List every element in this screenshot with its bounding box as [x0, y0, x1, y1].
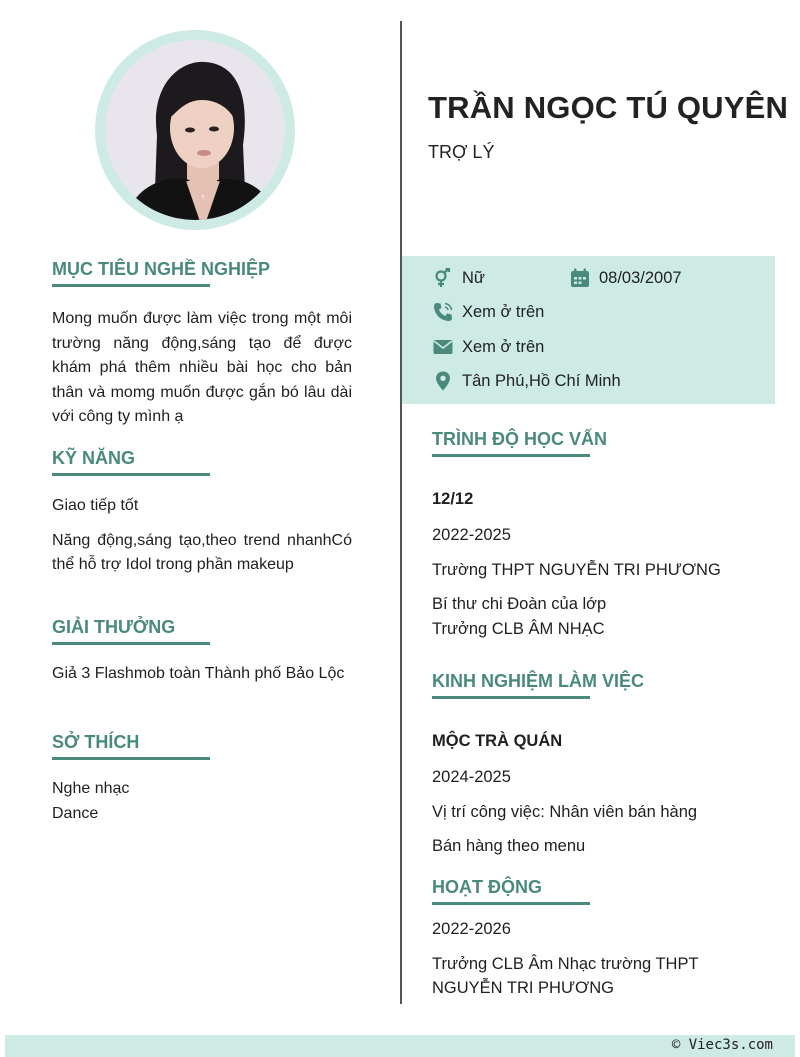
objective-section	[52, 258, 352, 430]
activities-detail: Trưởng CLB Âm Nhạc trường THPT	[432, 954, 699, 973]
gender-icon	[432, 267, 454, 289]
address-row	[432, 370, 621, 392]
phone-icon	[432, 301, 454, 323]
education-detail: Bí thư chi Đoàn của lớp	[432, 595, 607, 613]
award-item: Giả 3 Flashmob toàn Thành phố Bảo Lộc	[52, 665, 345, 682]
email-icon	[432, 336, 454, 358]
calendar-icon	[569, 267, 591, 289]
experience-company: MỘC TRÀ QUÁN	[432, 732, 563, 750]
experience-description: Bán hàng theo menu	[432, 837, 586, 855]
contact-panel	[402, 256, 775, 404]
objective-text: Mong muốn được làm việc trong một môi trường năng động,sáng tạo để được khám phá thêm nhiều bài học cho bản thân và momg muốn được gắn bó lâu dài với công ty mình ạ	[52, 310, 352, 426]
education-grade: 12/12	[432, 490, 474, 508]
education-period: 2022-2025	[432, 526, 511, 544]
phone-value: Xem ở trên	[462, 302, 545, 321]
phone-row	[432, 301, 544, 323]
full-name: TRẦN NGỌC TÚ QUYÊN	[428, 90, 789, 125]
birthday-row	[569, 267, 682, 289]
education-title: TRÌNH ĐỘ HỌC VẤN	[432, 428, 590, 457]
hobby-item: Dance	[52, 804, 99, 822]
skill-item: Giao tiếp tốt	[52, 497, 139, 514]
objective-title: MỤC TIÊU NGHỀ NGHIỆP	[52, 258, 210, 287]
address-value: Tân Phú,Hồ Chí Minh	[462, 371, 621, 390]
education-detail: Trưởng CLB ÂM NHẠC	[432, 619, 605, 638]
column-divider	[400, 21, 402, 1004]
experience-position: Vị trí công việc: Nhân viên bán hàng	[432, 802, 698, 821]
awards-title: GIẢI THƯỞNG	[52, 616, 210, 645]
experience-title: KINH NGHIỆM LÀM VIỆC	[432, 670, 590, 699]
experience-period: 2024-2025	[432, 768, 511, 786]
job-title: TRỢ LÝ	[428, 142, 495, 162]
skills-title: KỸ NĂNG	[52, 447, 210, 476]
gender-row	[432, 267, 485, 289]
avatar	[105, 40, 285, 220]
education-section	[432, 428, 772, 641]
email-value: Xem ở trên	[462, 337, 545, 356]
activities-section	[432, 876, 772, 1001]
skill-item: Năng động,sáng tạo,theo trend nhanhCó thể hỗ trợ Idol trong phần makeup	[52, 531, 352, 574]
education-school: Trường THPT NGUYỄN TRI PHƯƠNG	[432, 560, 721, 579]
footer-bar	[5, 1035, 795, 1057]
footer-credit: © Viec3s.com	[671, 1037, 773, 1053]
birthday-value: 08/03/2007	[599, 268, 682, 287]
experience-section	[432, 670, 772, 859]
awards-section	[52, 616, 352, 687]
activities-title: HOẠT ĐỘNG	[432, 876, 590, 905]
hobby-item: Nghe nhạc	[52, 780, 130, 797]
location-icon	[432, 370, 454, 392]
gender-value: Nữ	[462, 268, 485, 287]
hobbies-section	[52, 731, 352, 826]
activities-detail: NGUYỄN TRI PHƯƠNG	[432, 979, 614, 997]
activities-period: 2022-2026	[432, 920, 511, 938]
email-row	[432, 336, 544, 358]
skills-section	[52, 447, 352, 578]
hobbies-title: SỞ THÍCH	[52, 731, 210, 760]
avatar-ring	[95, 30, 295, 230]
